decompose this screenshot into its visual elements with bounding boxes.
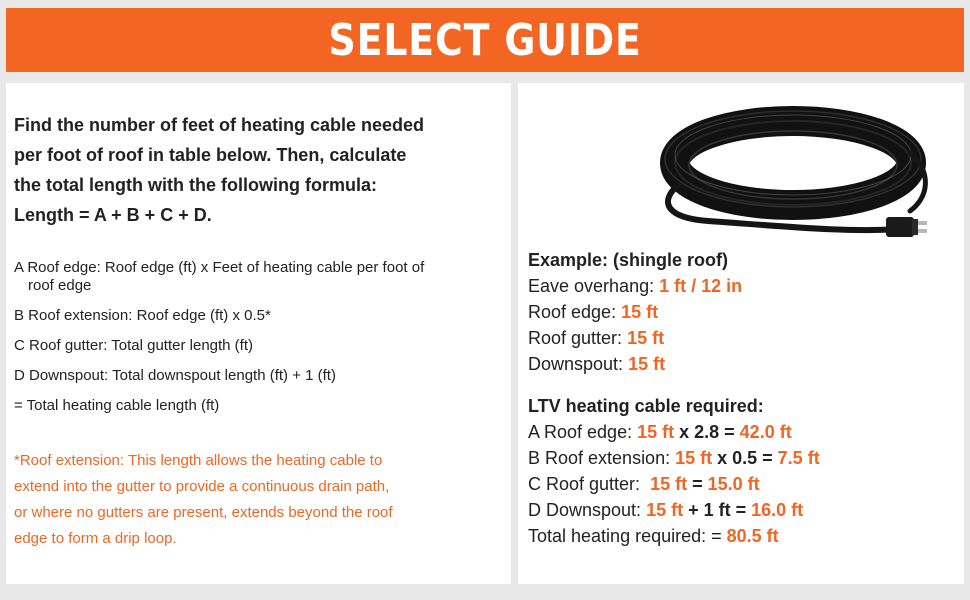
required-row-d (528, 497, 958, 523)
step-c: C Roof gutter: Total gutter length (ft) (14, 337, 254, 354)
eave-value: 1 ft / 12 in (659, 276, 743, 296)
header-banner (6, 8, 964, 72)
heating-cable-coil-icon (648, 93, 938, 258)
step-a-continuation: roof edge (28, 277, 92, 294)
required-heading: LTV heating cable required: (528, 396, 764, 416)
required-c-operator: = (687, 474, 708, 494)
note-line: edge to form a drip loop. (14, 530, 177, 547)
required-a-input: 15 ft (637, 422, 675, 442)
formula-steps (14, 259, 509, 427)
note-line: or where no gutters are present, extends beyond the roof (14, 504, 393, 521)
required-b-result: 7.5 ft (777, 448, 820, 468)
intro-line: Find the number of feet of heating cable needed (14, 115, 425, 135)
step-d: D Downspout: Total downspout length (ft) + 1 (ft) (14, 367, 336, 384)
roof-edge-value: 15 ft (621, 302, 659, 322)
eave-label: Eave overhang: (528, 276, 660, 296)
required-b-operator: x 0.5 = (712, 448, 778, 468)
required-d-result: 16.0 ft (751, 500, 804, 520)
required-total-row (528, 523, 958, 549)
roof-gutter-label: Roof gutter: (528, 328, 628, 348)
required-b-input: 15 ft (675, 448, 713, 468)
required-row-b (528, 445, 958, 471)
downspout-row (528, 351, 958, 377)
example-heading: Example: (shingle roof) (528, 250, 729, 270)
intro-line: per foot of roof in table below. Then, calculate (14, 145, 407, 165)
step-a (14, 259, 509, 295)
step-a-text: A Roof edge: Roof edge (ft) x Feet of heating cable per foot of (14, 259, 425, 276)
required-a-result: 42.0 ft (739, 422, 792, 442)
required-d-input: 15 ft (646, 500, 684, 520)
required-a-operator: x 2.8 = (674, 422, 740, 442)
required-a-label: A Roof edge: (528, 422, 638, 442)
formula-line: Length = A + B + C + D. (14, 205, 212, 225)
roof-gutter-value: 15 ft (627, 328, 665, 348)
note-line: *Roof extension: This length allows the heating cable to (14, 452, 383, 469)
roof-extension-note (14, 448, 494, 552)
required-row-c (528, 471, 958, 497)
example-calculation (528, 247, 958, 549)
plug-icon (886, 217, 927, 237)
intro-line: the total length with the following formula: (14, 175, 377, 195)
roof-edge-label: Roof edge: (528, 302, 622, 322)
roof-edge-row (528, 299, 958, 325)
eave-overhang-row (528, 273, 958, 299)
required-d-label: D Downspout: (528, 500, 647, 520)
page-title: SELECT GUIDE (328, 14, 642, 66)
step-total: = Total heating cable length (ft) (14, 397, 220, 414)
required-c-result: 15.0 ft (707, 474, 760, 494)
step-b: B Roof extension: Roof edge (ft) x 0.5* (14, 307, 271, 324)
roof-gutter-row (528, 325, 958, 351)
example-panel (518, 83, 964, 584)
required-row-a (528, 419, 958, 445)
required-c-input: 15 ft (650, 474, 688, 494)
formula-panel (6, 83, 511, 584)
intro-text (14, 110, 494, 230)
downspout-value: 15 ft (628, 354, 666, 374)
required-d-operator: + 1 ft = (683, 500, 752, 520)
note-line: extend into the gutter to provide a continuous drain path, (14, 478, 390, 495)
required-total-result: 80.5 ft (726, 526, 779, 546)
downspout-label: Downspout: (528, 354, 629, 374)
required-c-label: C Roof gutter: (528, 474, 651, 494)
required-total-label: Total heating required: = (528, 526, 727, 546)
section-gap (528, 377, 958, 393)
required-b-label: B Roof extension: (528, 448, 676, 468)
